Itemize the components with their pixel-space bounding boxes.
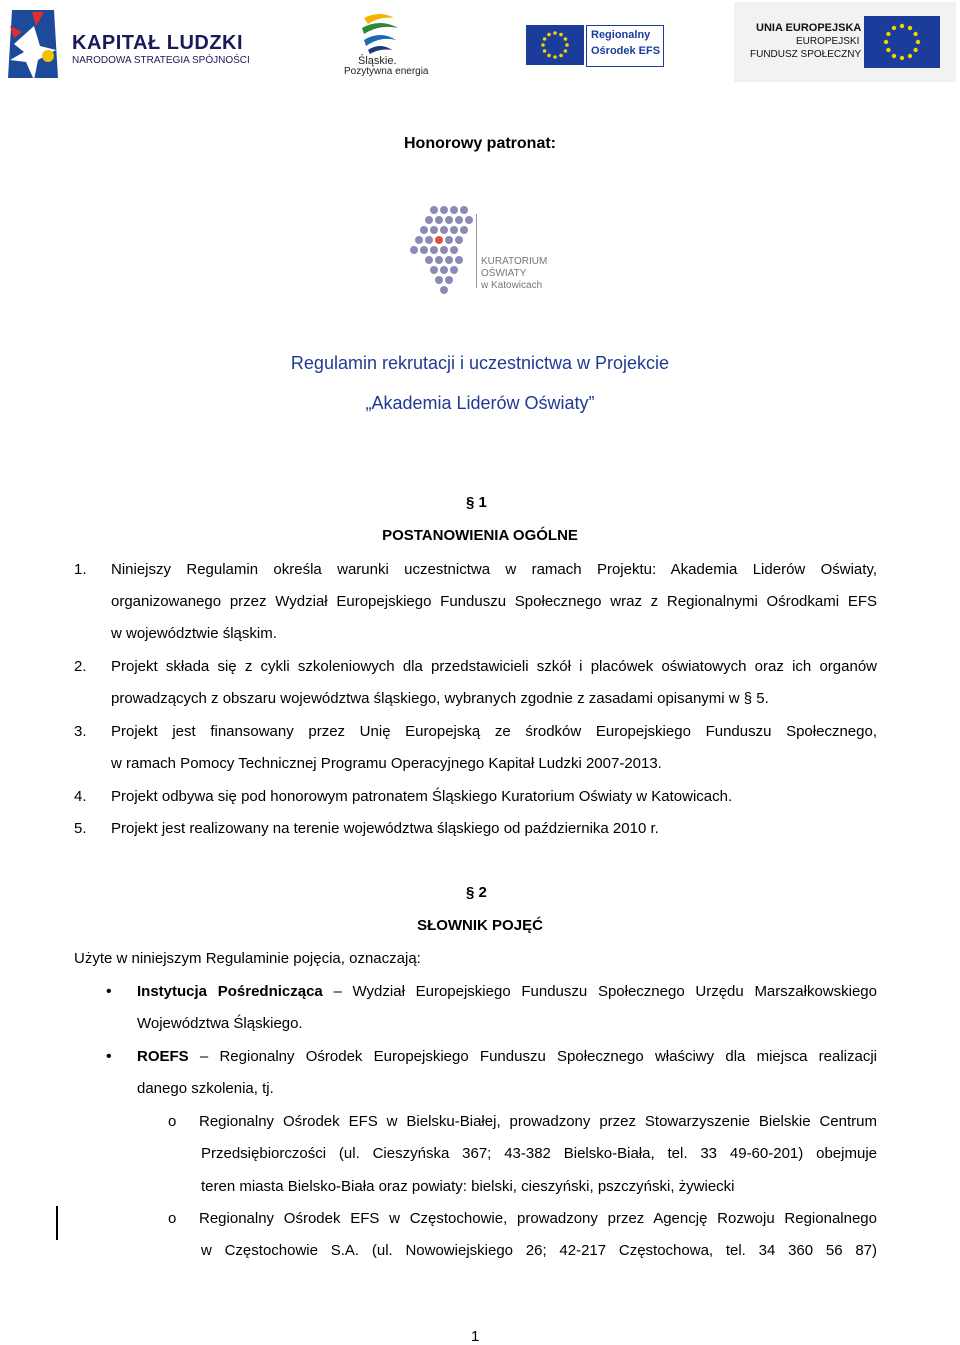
s2-bullet1-term: Instytucja Pośrednicząca — [137, 983, 323, 1000]
doc-title-line1: Regulamin rekrutacji i uczestnictwa w Projekcie — [290, 353, 670, 373]
s1-item3-number: 3. — [74, 723, 87, 740]
s1-item2-line1: Projekt składa się z cykli szkoleniowych dla przedstawicieli szkół i placówek oświatowych oraz ich organów — [111, 658, 877, 675]
s2-sub1-line1: Regionalny Ośrodek EFS w Bielsku-Białej, prowadzony przez Stowarzyszenie Bielskie Centrum — [199, 1113, 877, 1130]
s2-sub2-marker: o — [168, 1210, 177, 1227]
patronage-heading: Honorowy patronat: — [404, 135, 556, 152]
s2-bullet2-line1 — [137, 1047, 877, 1067]
s1-item3-line1: Projekt jest finansowany przez Unię Europejską ze środków Europejskiego Funduszu Społecznego, — [111, 723, 877, 740]
doc-title-line2: „Akademia Liderów Oświaty” — [365, 393, 595, 413]
eu-flag-icon — [864, 16, 940, 68]
ue-line2: EUROPEJSKI — [796, 36, 860, 47]
kapital-ludzki-star-logo — [4, 4, 62, 84]
section1-heading: POSTANOWIENIA OGÓLNE — [382, 527, 578, 544]
slaskie-title: Śląskie. — [358, 55, 397, 67]
section1-mark: § 1 — [466, 494, 487, 511]
s1-item1-number: 1. — [74, 561, 87, 578]
roefs-line2: Ośrodek EFS — [591, 45, 661, 57]
s2-sub1-line2: Przedsiębiorczości (ul. Cieszyńska 367; 43-382 Bielsko-Biała, tel. 33 49-60-201) obejmuje — [201, 1145, 877, 1162]
s2-bullet1-line1 — [137, 982, 877, 1002]
bullet-marker: • — [106, 1048, 112, 1065]
s1-item2-line2: prowadzących z obszaru województwa śląskiego, wybranych zgodnie z zasadami opisanymi w § 5. — [111, 690, 769, 707]
s1-item4-number: 4. — [74, 788, 87, 805]
kuratorium-dots-logo — [404, 204, 476, 296]
slaskie-logo-icon — [358, 10, 402, 54]
s2-bullet2-rest: – Regionalny Ośrodek Europejskiego Funduszu Społecznego właściwy dla miejsca realizacji — [188, 1048, 877, 1065]
header-logos — [0, 0, 960, 90]
s2-bullet1-rest: – Wydział Europejskiego Funduszu Społecznego Urzędu Marszałkowskiego — [322, 983, 877, 1000]
s2-sub1-line3: teren miasta Bielsko-Biała oraz powiaty: bielski, cieszyński, pszczyński, żywiecki — [201, 1178, 735, 1195]
s1-item5-number: 5. — [74, 820, 87, 837]
kuratorium-line1: KURATORIUM — [481, 256, 548, 267]
s1-item2-number: 2. — [74, 658, 87, 675]
kuratorium-line3: w Katowicach — [481, 280, 543, 291]
change-bar — [56, 1206, 58, 1240]
kl-subtitle: NARODOWA STRATEGIA SPÓJNOŚCI — [72, 55, 250, 66]
page-number: 1 — [471, 1328, 480, 1345]
s2-sub2-line1: Regionalny Ośrodek EFS w Częstochowie, prowadzony przez Agencję Rozwoju Regionalnego — [199, 1210, 877, 1227]
ue-line1: UNIA EUROPEJSKA — [756, 22, 862, 34]
roefs-line1: Regionalny — [591, 29, 651, 41]
s2-bullet2-term: ROEFS — [137, 1048, 189, 1065]
kuratorium-line2: OŚWIATY — [481, 268, 527, 279]
ue-line3: FUNDUSZ SPOŁECZNY — [750, 49, 862, 60]
kl-title: KAPITAŁ LUDZKI — [72, 32, 244, 54]
s2-sub2-line2: w Częstochowie S.A. (ul. Nowowiejskiego 26; 42-217 Częstochowa, tel. 34 360 56 87) — [201, 1242, 877, 1259]
s1-item4-line1: Projekt odbywa się pod honorowym patronatem Śląskiego Kuratorium Oświaty w Katowicach. — [111, 788, 733, 805]
s2-sub1-marker: o — [168, 1113, 177, 1130]
roefs-logo-box — [586, 25, 664, 67]
s1-item5-line1: Projekt jest realizowany na terenie województwa śląskiego od października 2010 r. — [111, 820, 659, 837]
section2-intro: Użyte w niniejszym Regulaminie pojęcia, oznaczają: — [74, 950, 421, 967]
s1-item1-line2: organizowanego przez Wydział Europejskiego Funduszu Społecznego wraz z Regionalnymi Ośrodkami EFS — [111, 593, 877, 610]
s1-item1-line1: Niniejszy Regulamin określa warunki uczestnictwa w ramach Projektu: Akademia Liderów Oświaty, — [111, 561, 877, 578]
s1-item1-line3: w województwie śląskim. — [111, 625, 277, 642]
section2-heading: SŁOWNIK POJĘĆ — [417, 917, 543, 934]
slaskie-subtitle: Pozytywna energia — [344, 66, 429, 77]
s1-item3-line2: w ramach Pomocy Technicznej Programu Operacyjnego Kapitał Ludzki 2007-2013. — [111, 755, 662, 772]
bullet-marker: • — [106, 983, 112, 1000]
s2-bullet2-line2: danego szkolenia, tj. — [137, 1080, 274, 1097]
kuratorium-divider — [476, 214, 477, 288]
section2-mark: § 2 — [466, 884, 487, 901]
ue-logo-box — [734, 2, 956, 82]
s2-bullet1-line2: Województwa Śląskiego. — [137, 1015, 303, 1032]
eu-flag-icon — [526, 25, 584, 65]
